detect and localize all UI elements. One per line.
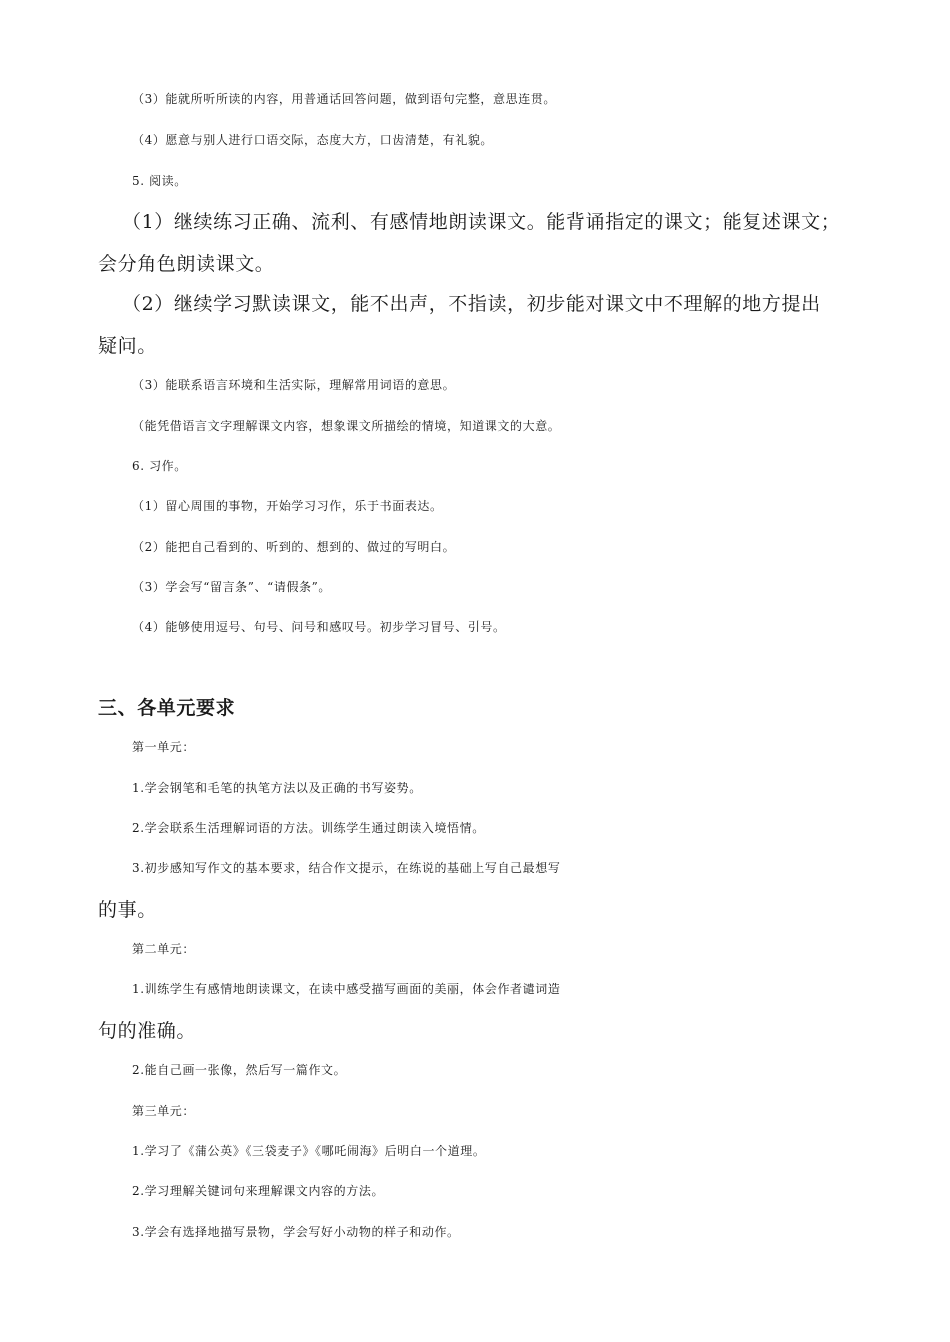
- text-line: 2.学习理解关键词句来理解课文内容的方法。: [132, 1184, 385, 1198]
- text-line: 2.能自己画一张像，然后写一篇作文。: [132, 1063, 347, 1077]
- text-line: （1）留心周围的事物，开始学习习作，乐于书面表达。: [132, 499, 443, 513]
- text-line: （4）愿意与别人进行口语交际，态度大方，口齿清楚，有礼貌。: [132, 133, 494, 147]
- text-line: （2）继续学习默读课文，能不出声，不指读，初步能对课文中不理解的地方提出: [122, 293, 821, 315]
- unit-heading: 第一单元：: [132, 740, 196, 754]
- text-line: 会分角色朗读课文。: [98, 253, 275, 275]
- unit-heading: 第二单元：: [132, 942, 196, 956]
- text-line: 2.学会联系生活理解词语的方法。训练学生通过朗读入境悟情。: [132, 821, 485, 835]
- text-line: 6. 习作。: [132, 459, 187, 473]
- text-line: （1）继续练习正确、流利、有感情地朗读课文。能背诵指定的课文；能复述课文；: [122, 211, 841, 233]
- text-line: （3）学会写“留言条”、“请假条”。: [132, 580, 331, 594]
- text-line: 的事。: [98, 899, 157, 921]
- text-line: 3.初步感知写作文的基本要求，结合作文提示，在练说的基础上写自己最想写: [132, 861, 561, 875]
- text-line: 3.学会有选择地描写景物，学会写好小动物的样子和动作。: [132, 1225, 460, 1239]
- text-line: 1.学会钢笔和毛笔的执笔方法以及正确的书写姿势。: [132, 781, 422, 795]
- text-line: （3）能联系语言环境和生活实际，理解常用词语的意思。: [132, 378, 456, 392]
- text-line: （3）能就所听所读的内容，用普通话回答问题，做到语句完整，意思连贯。: [132, 92, 557, 106]
- section-heading: 三、各单元要求: [98, 697, 236, 719]
- text-line: 5. 阅读。: [132, 174, 187, 188]
- text-line: （能凭借语言文字理解课文内容，想象课文所描绘的情境，知道课文的大意。: [132, 419, 561, 433]
- unit-heading: 第三单元：: [132, 1104, 196, 1118]
- text-line: 句的准确。: [98, 1020, 197, 1042]
- text-line: （2）能把自己看到的、听到的、想到的、做过的写明白。: [132, 540, 456, 554]
- text-line: 1.训练学生有感情地朗读课文，在读中感受描写画面的美丽，体会作者谴词造: [132, 982, 561, 996]
- text-line: 疑问。: [98, 335, 157, 357]
- text-line: 1.学习了《蒲公英》《三袋麦子》《哪吒闹海》后明白一个道理。: [132, 1144, 486, 1158]
- text-line: （4）能够使用逗号、句号、问号和感叹号。初步学习冒号、引号。: [132, 620, 506, 634]
